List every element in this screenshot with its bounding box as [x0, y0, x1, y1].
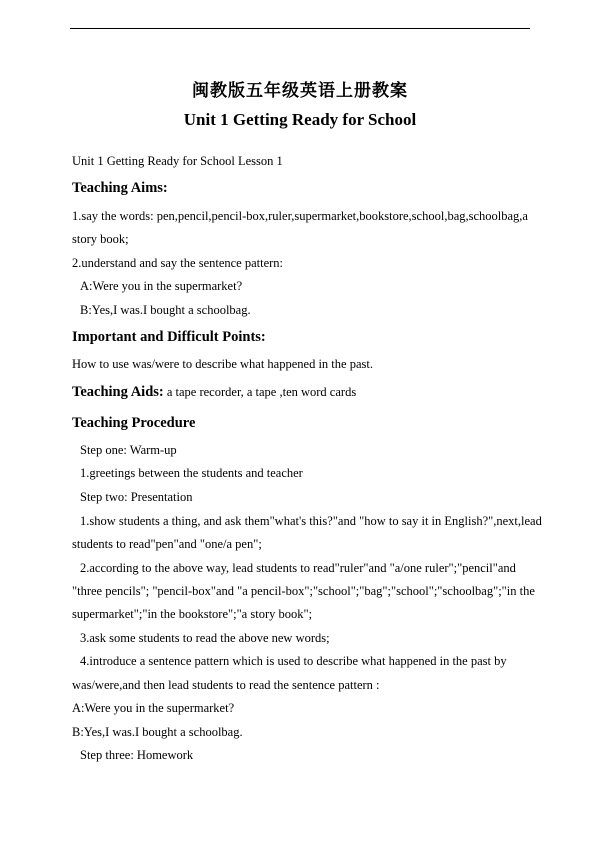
chinese-title: 闽教版五年级英语上册教案: [192, 81, 408, 101]
step-two: Step two: Presentation: [80, 490, 193, 504]
aims-item1-line2: story book;: [72, 232, 129, 246]
p1-line1: 1.show students a thing, and ask them"what's this?"and "how to say it in English?",next,lead: [80, 514, 542, 528]
p4-a: A:Were you in the supermarket?: [72, 701, 235, 715]
header-rule: [70, 28, 530, 29]
p4-line2: was/were,and then lead students to read the sentence pattern :: [72, 678, 380, 692]
aims-item1-line1: 1.say the words: pen,pencil,pencil-box,ruler,supermarket,bookstore,school,bag,schoolbag,a: [72, 209, 528, 223]
p4-b: B:Yes,I was.I bought a schoolbag.: [72, 725, 243, 739]
english-title: Unit 1 Getting Ready for School: [183, 110, 417, 129]
points-text: How to use was/were to describe what happened in the past.: [72, 357, 373, 371]
p4-line1: 4.introduce a sentence pattern which is used to describe what happened in the past by: [80, 654, 507, 668]
points-heading: Important and Difficult Points:: [72, 329, 266, 345]
p2-line3: supermarket";"in the bookstore";"a story book";: [72, 607, 313, 621]
teaching-aims-heading: Teaching Aims:: [72, 180, 168, 196]
aids-line: [72, 383, 530, 401]
p3: 3.ask some students to read the above new words;: [80, 631, 330, 645]
unit-line: Unit 1 Getting Ready for School Lesson 1: [72, 154, 283, 168]
p2-line2: "three pencils"; "pencil-box"and "a pencil-box";"school";"bag";"school";"schoolbag";"in the: [72, 584, 535, 598]
aims-item2: 2.understand and say the sentence pattern:: [72, 256, 284, 270]
step-one: Step one: Warm-up: [80, 443, 177, 457]
aids-heading: Teaching Aids:: [72, 384, 164, 400]
step-one-item: 1.greetings between the students and teacher: [80, 466, 303, 480]
aims-item2-a: A:Were you in the supermarket?: [80, 279, 243, 293]
procedure-heading: Teaching Procedure: [72, 415, 196, 431]
p2-line1: 2.according to the above way, lead students to read"ruler"and "a/one ruler";"pencil"and: [80, 561, 516, 575]
step-three: Step three: Homework: [80, 748, 194, 762]
aims-item2-b: B:Yes,I was.I bought a schoolbag.: [80, 303, 251, 317]
aids-text: a tape recorder, a tape ,ten word cards: [163, 385, 357, 399]
p1-line2: students to read"pen"and "one/a pen";: [72, 537, 262, 551]
